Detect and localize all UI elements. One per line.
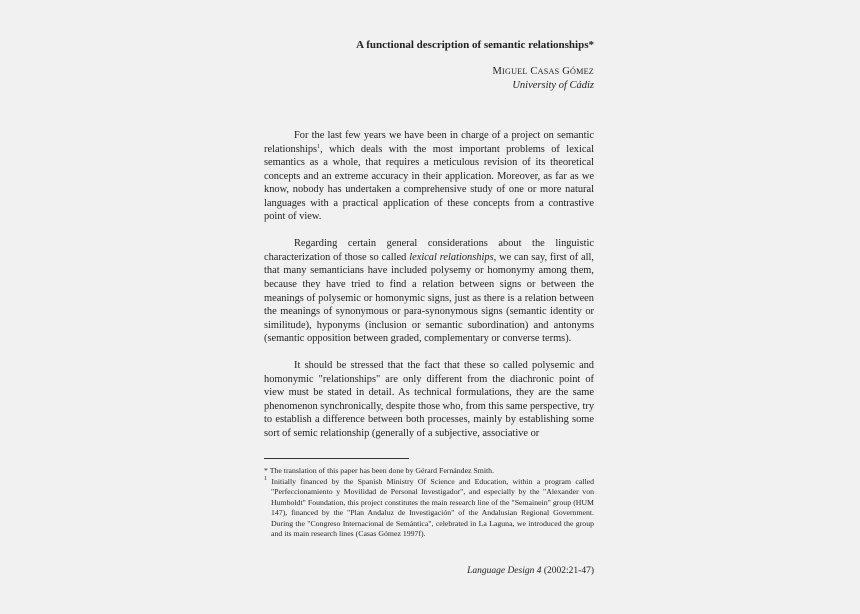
paragraph-1 — [264, 129, 594, 224]
paragraph-2-text-b: , we can say, first of all, that many semanticians have included polysemy or homonymy among them, because they have tried to find a relation between signs or between the meanings of polysemic or homonymic signs, just as there is a relation between the meanings of synonymous or para-synonymous signs (semantic identity or similitude), hyponyms (inclusion or semantic subordination) and antonyms (semantic opposition between graded, complementary or converse terms). — [264, 251, 594, 345]
author-initial-2: C — [530, 66, 538, 77]
paragraph-2-text-a: Regarding certain general considerations about the linguistic characterization of those so called — [264, 238, 594, 263]
footnotes — [264, 466, 594, 540]
author-initial-3: G — [562, 66, 570, 77]
journal-footer — [467, 566, 594, 576]
paragraph-1-text-a: For the last few years we have been in charge of a project on semantic relationships — [264, 130, 594, 155]
author-initial-1: M — [492, 66, 503, 77]
footnote-1-mark: 1 — [264, 475, 267, 482]
author-rest-1: IGUEL — [502, 67, 528, 76]
journal-name: Language Design 4 — [467, 566, 542, 576]
author-affiliation: University of Cádiz — [512, 80, 594, 91]
paper-title: A functional description of semantic relationships* — [356, 39, 594, 51]
footnote-divider — [264, 458, 409, 459]
body-text — [264, 129, 594, 440]
footnote-1 — [264, 477, 594, 540]
footnote-ref-1: 1 — [317, 143, 321, 150]
paragraph-1-text-b: , which deals with the most important problems of lexical semantics as a whole, that requires a meticulous revision of its theoretical concepts and an extreme accuracy in their application. Moreover, as far as we know, nobody has undertaken a comprehensive study of one or more natural languages with a practical application of these concepts from a contrastive point of view. — [264, 143, 594, 223]
paragraph-2-emphasis: lexical relationships — [409, 251, 494, 263]
author-rest-2: ASAS — [537, 67, 560, 76]
paragraph-2 — [264, 237, 594, 345]
footnote-1-text: Initially financed by the Spanish Ministry Of Science and Education, within a program called "Perfeccionamiento y Movilidad de Personal Investigador", and especially by the "Alexander von Humboldt" Foundation, this project constitutes the main research line of the "Semainein" group (HUM 147), financed by the "Plan Andaluz de Investigación" of the Andalusian Regional Government. During the "Congreso Internacional de Semántica", celebrated in La Laguna, we introduced the group and its main research lines (Casas Gómez 1997f). — [267, 476, 594, 538]
journal-pages: (2002:21-47) — [541, 566, 594, 576]
footnote-star: * The translation of this paper has been done by Gérard Fernández Smith. — [264, 466, 495, 475]
author-name — [492, 66, 594, 77]
paragraph-3: It should be stressed that the fact that these so called polysemic and homonymic "relationships" are only different from the diachronic point of view must be stated in detail. As technical formulations, they are the same phenomenon synchronically, despite those who, from this same perspective, try to establish a difference between both processes, mainly by establishing some sort of semic relationship (generally of a subjective, associative or — [264, 360, 595, 439]
author-rest-3: ÓMEZ — [570, 67, 594, 76]
